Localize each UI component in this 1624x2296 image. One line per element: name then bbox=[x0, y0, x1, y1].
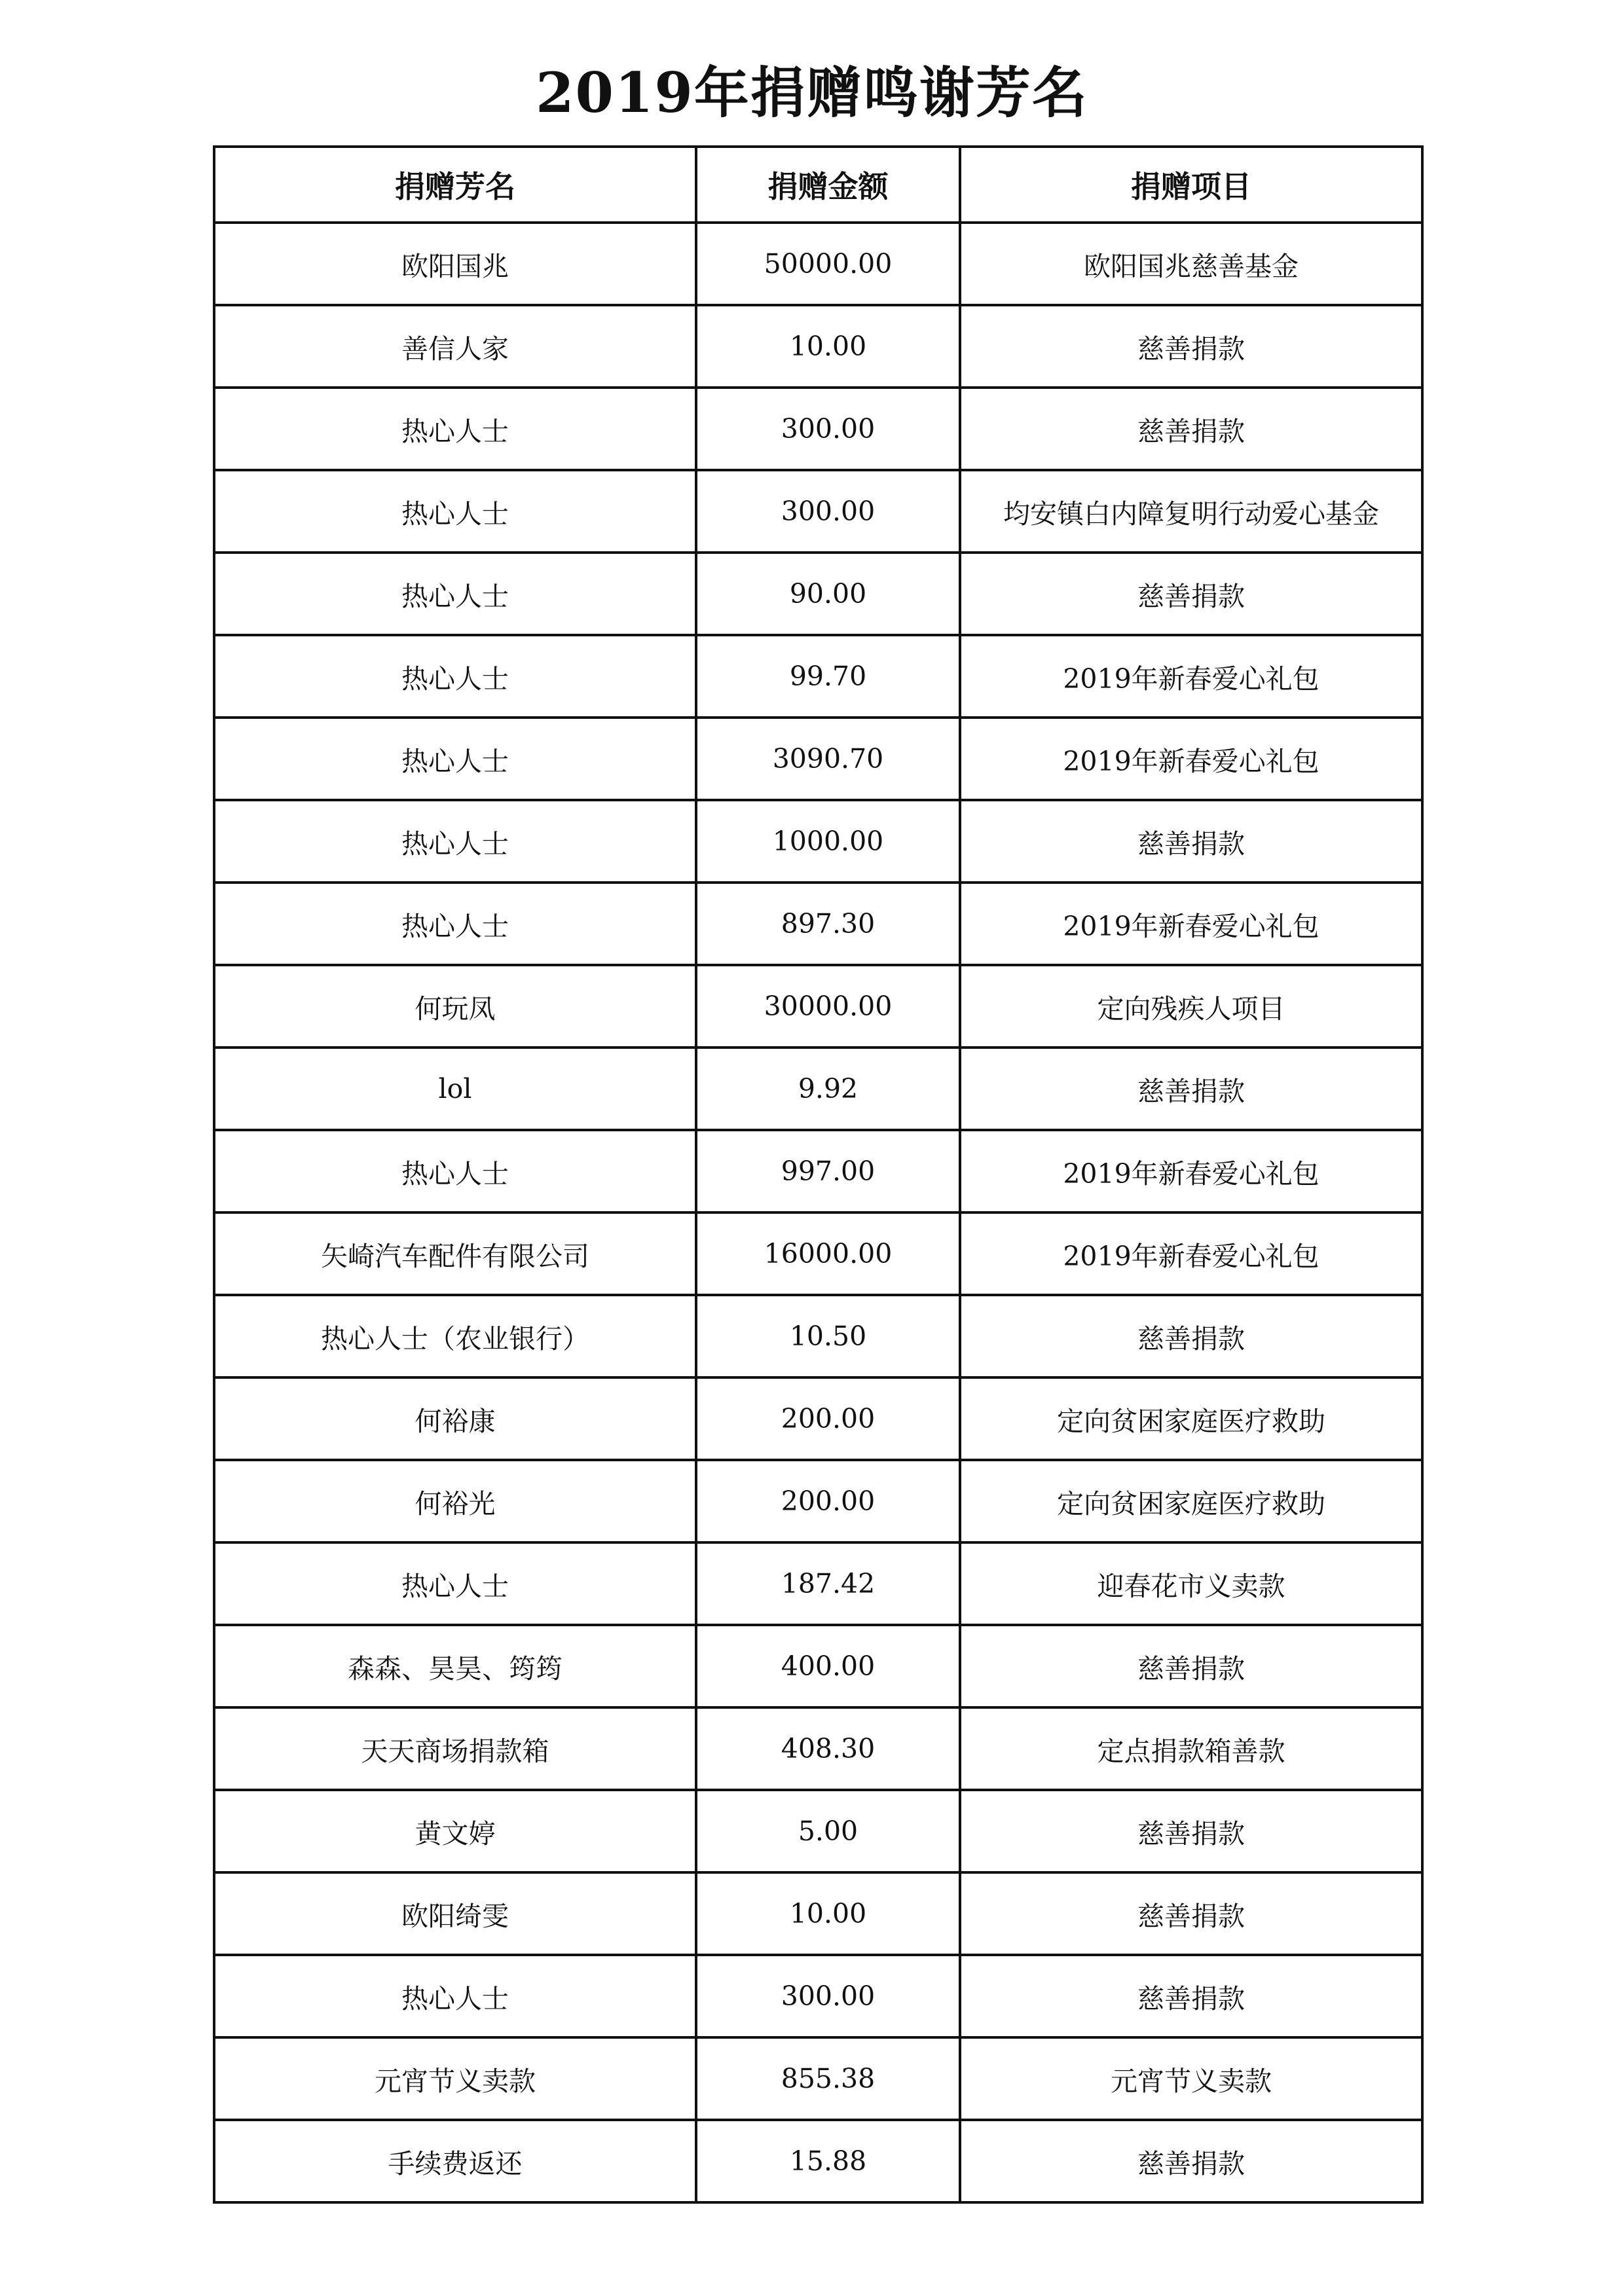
donation-project-cell: 2019年新春爱心礼包 bbox=[960, 883, 1422, 965]
column-header-donation-amount: 捐赠金额 bbox=[696, 147, 960, 223]
table-row bbox=[214, 1955, 1422, 2037]
donor-name-cell: 天天商场捐款箱 bbox=[214, 1707, 696, 1790]
donation-amount-cell: 997.00 bbox=[696, 1130, 960, 1212]
donation-amount-cell: 9.92 bbox=[696, 1048, 960, 1130]
donation-project-cell: 慈善捐款 bbox=[960, 800, 1422, 883]
table-row bbox=[214, 2037, 1422, 2120]
donor-name-cell: 元宵节义卖款 bbox=[214, 2037, 696, 2120]
donation-project-cell: 定向贫困家庭医疗救助 bbox=[960, 1377, 1422, 1460]
donor-name-cell: 热心人士 bbox=[214, 1542, 696, 1625]
donation-amount-cell: 15.88 bbox=[696, 2120, 960, 2202]
donor-name-cell: 热心人士 bbox=[214, 553, 696, 635]
donation-project-cell: 慈善捐款 bbox=[960, 1872, 1422, 1955]
donor-name-cell: 热心人士 bbox=[214, 388, 696, 470]
donation-amount-cell: 50000.00 bbox=[696, 223, 960, 305]
donation-project-cell: 慈善捐款 bbox=[960, 1048, 1422, 1130]
donor-name-cell: 热心人士 bbox=[214, 1955, 696, 2037]
table-body bbox=[214, 223, 1422, 2202]
donation-project-cell: 慈善捐款 bbox=[960, 553, 1422, 635]
donation-project-cell: 2019年新春爱心礼包 bbox=[960, 1212, 1422, 1295]
table-row bbox=[214, 470, 1422, 553]
donation-project-cell: 迎春花市义卖款 bbox=[960, 1542, 1422, 1625]
donation-project-cell: 元宵节义卖款 bbox=[960, 2037, 1422, 2120]
table-row bbox=[214, 1295, 1422, 1377]
donation-project-cell: 均安镇白内障复明行动爱心基金 bbox=[960, 470, 1422, 553]
donation-amount-cell: 10.00 bbox=[696, 305, 960, 388]
donor-name-cell: 欧阳绮雯 bbox=[214, 1872, 696, 1955]
donation-amount-cell: 90.00 bbox=[696, 553, 960, 635]
donor-name-cell: 热心人士 bbox=[214, 1130, 696, 1212]
table-row bbox=[214, 965, 1422, 1048]
donation-amount-cell: 200.00 bbox=[696, 1460, 960, 1542]
page-title: 2019年捐赠鸣谢芳名 bbox=[536, 60, 1088, 125]
table-row bbox=[214, 1542, 1422, 1625]
table-row bbox=[214, 1872, 1422, 1955]
donation-project-cell: 慈善捐款 bbox=[960, 1625, 1422, 1707]
table-row bbox=[214, 718, 1422, 800]
donation-amount-cell: 200.00 bbox=[696, 1377, 960, 1460]
donation-project-cell: 2019年新春爱心礼包 bbox=[960, 635, 1422, 718]
donation-project-cell: 2019年新春爱心礼包 bbox=[960, 1130, 1422, 1212]
donor-name-cell: 手续费返还 bbox=[214, 2120, 696, 2202]
donor-name-cell: 何裕光 bbox=[214, 1460, 696, 1542]
column-header-donor-name: 捐赠芳名 bbox=[214, 147, 696, 223]
donor-name-cell: 热心人士 bbox=[214, 718, 696, 800]
table-row bbox=[214, 223, 1422, 305]
donor-name-cell: 何裕康 bbox=[214, 1377, 696, 1460]
donation-amount-cell: 300.00 bbox=[696, 470, 960, 553]
donation-project-cell: 慈善捐款 bbox=[960, 305, 1422, 388]
table-row bbox=[214, 2120, 1422, 2202]
table-row bbox=[214, 1048, 1422, 1130]
donation-project-cell: 定点捐款箱善款 bbox=[960, 1707, 1422, 1790]
column-header-donation-project: 捐赠项目 bbox=[960, 147, 1422, 223]
table-row bbox=[214, 635, 1422, 718]
donor-name-cell: 热心人士 bbox=[214, 883, 696, 965]
donation-project-cell: 慈善捐款 bbox=[960, 388, 1422, 470]
donor-name-cell: 矢崎汽车配件有限公司 bbox=[214, 1212, 696, 1295]
donation-project-cell: 定向贫困家庭医疗救助 bbox=[960, 1460, 1422, 1542]
donor-name-cell: 何玩凤 bbox=[214, 965, 696, 1048]
donation-project-cell: 2019年新春爱心礼包 bbox=[960, 718, 1422, 800]
donation-amount-cell: 10.50 bbox=[696, 1295, 960, 1377]
donor-name-cell: 热心人士 bbox=[214, 800, 696, 883]
donor-name-cell: 热心人士（农业银行） bbox=[214, 1295, 696, 1377]
donation-amount-cell: 300.00 bbox=[696, 1955, 960, 2037]
donation-amount-cell: 5.00 bbox=[696, 1790, 960, 1872]
table-row bbox=[214, 1790, 1422, 1872]
donation-project-cell: 慈善捐款 bbox=[960, 1790, 1422, 1872]
donor-name-cell: 善信人家 bbox=[214, 305, 696, 388]
table-row bbox=[214, 1212, 1422, 1295]
donor-name-cell: lol bbox=[214, 1048, 696, 1130]
table-row bbox=[214, 1377, 1422, 1460]
donation-table bbox=[213, 145, 1424, 2204]
donor-name-cell: 黄文婷 bbox=[214, 1790, 696, 1872]
donation-amount-cell: 1000.00 bbox=[696, 800, 960, 883]
donation-amount-cell: 400.00 bbox=[696, 1625, 960, 1707]
table-row bbox=[214, 1130, 1422, 1212]
donation-project-cell: 慈善捐款 bbox=[960, 2120, 1422, 2202]
donation-project-cell: 慈善捐款 bbox=[960, 1955, 1422, 2037]
donor-name-cell: 森森、昊昊、筠筠 bbox=[214, 1625, 696, 1707]
donation-project-cell: 定向残疾人项目 bbox=[960, 965, 1422, 1048]
donor-name-cell: 欧阳国兆 bbox=[214, 223, 696, 305]
table-row bbox=[214, 800, 1422, 883]
donation-amount-cell: 99.70 bbox=[696, 635, 960, 718]
table-row bbox=[214, 553, 1422, 635]
donation-amount-cell: 408.30 bbox=[696, 1707, 960, 1790]
donation-amount-cell: 16000.00 bbox=[696, 1212, 960, 1295]
table-row bbox=[214, 1625, 1422, 1707]
donation-amount-cell: 30000.00 bbox=[696, 965, 960, 1048]
donation-amount-cell: 897.30 bbox=[696, 883, 960, 965]
table-row bbox=[214, 388, 1422, 470]
donation-amount-cell: 10.00 bbox=[696, 1872, 960, 1955]
donation-amount-cell: 855.38 bbox=[696, 2037, 960, 2120]
donation-amount-cell: 187.42 bbox=[696, 1542, 960, 1625]
donation-amount-cell: 3090.70 bbox=[696, 718, 960, 800]
donation-project-cell: 欧阳国兆慈善基金 bbox=[960, 223, 1422, 305]
donor-name-cell: 热心人士 bbox=[214, 470, 696, 553]
table-row bbox=[214, 883, 1422, 965]
donation-project-cell: 慈善捐款 bbox=[960, 1295, 1422, 1377]
table-row bbox=[214, 305, 1422, 388]
donation-amount-cell: 300.00 bbox=[696, 388, 960, 470]
donor-name-cell: 热心人士 bbox=[214, 635, 696, 718]
table-row bbox=[214, 1707, 1422, 1790]
table-header-row bbox=[214, 147, 1422, 223]
table-row bbox=[214, 1460, 1422, 1542]
